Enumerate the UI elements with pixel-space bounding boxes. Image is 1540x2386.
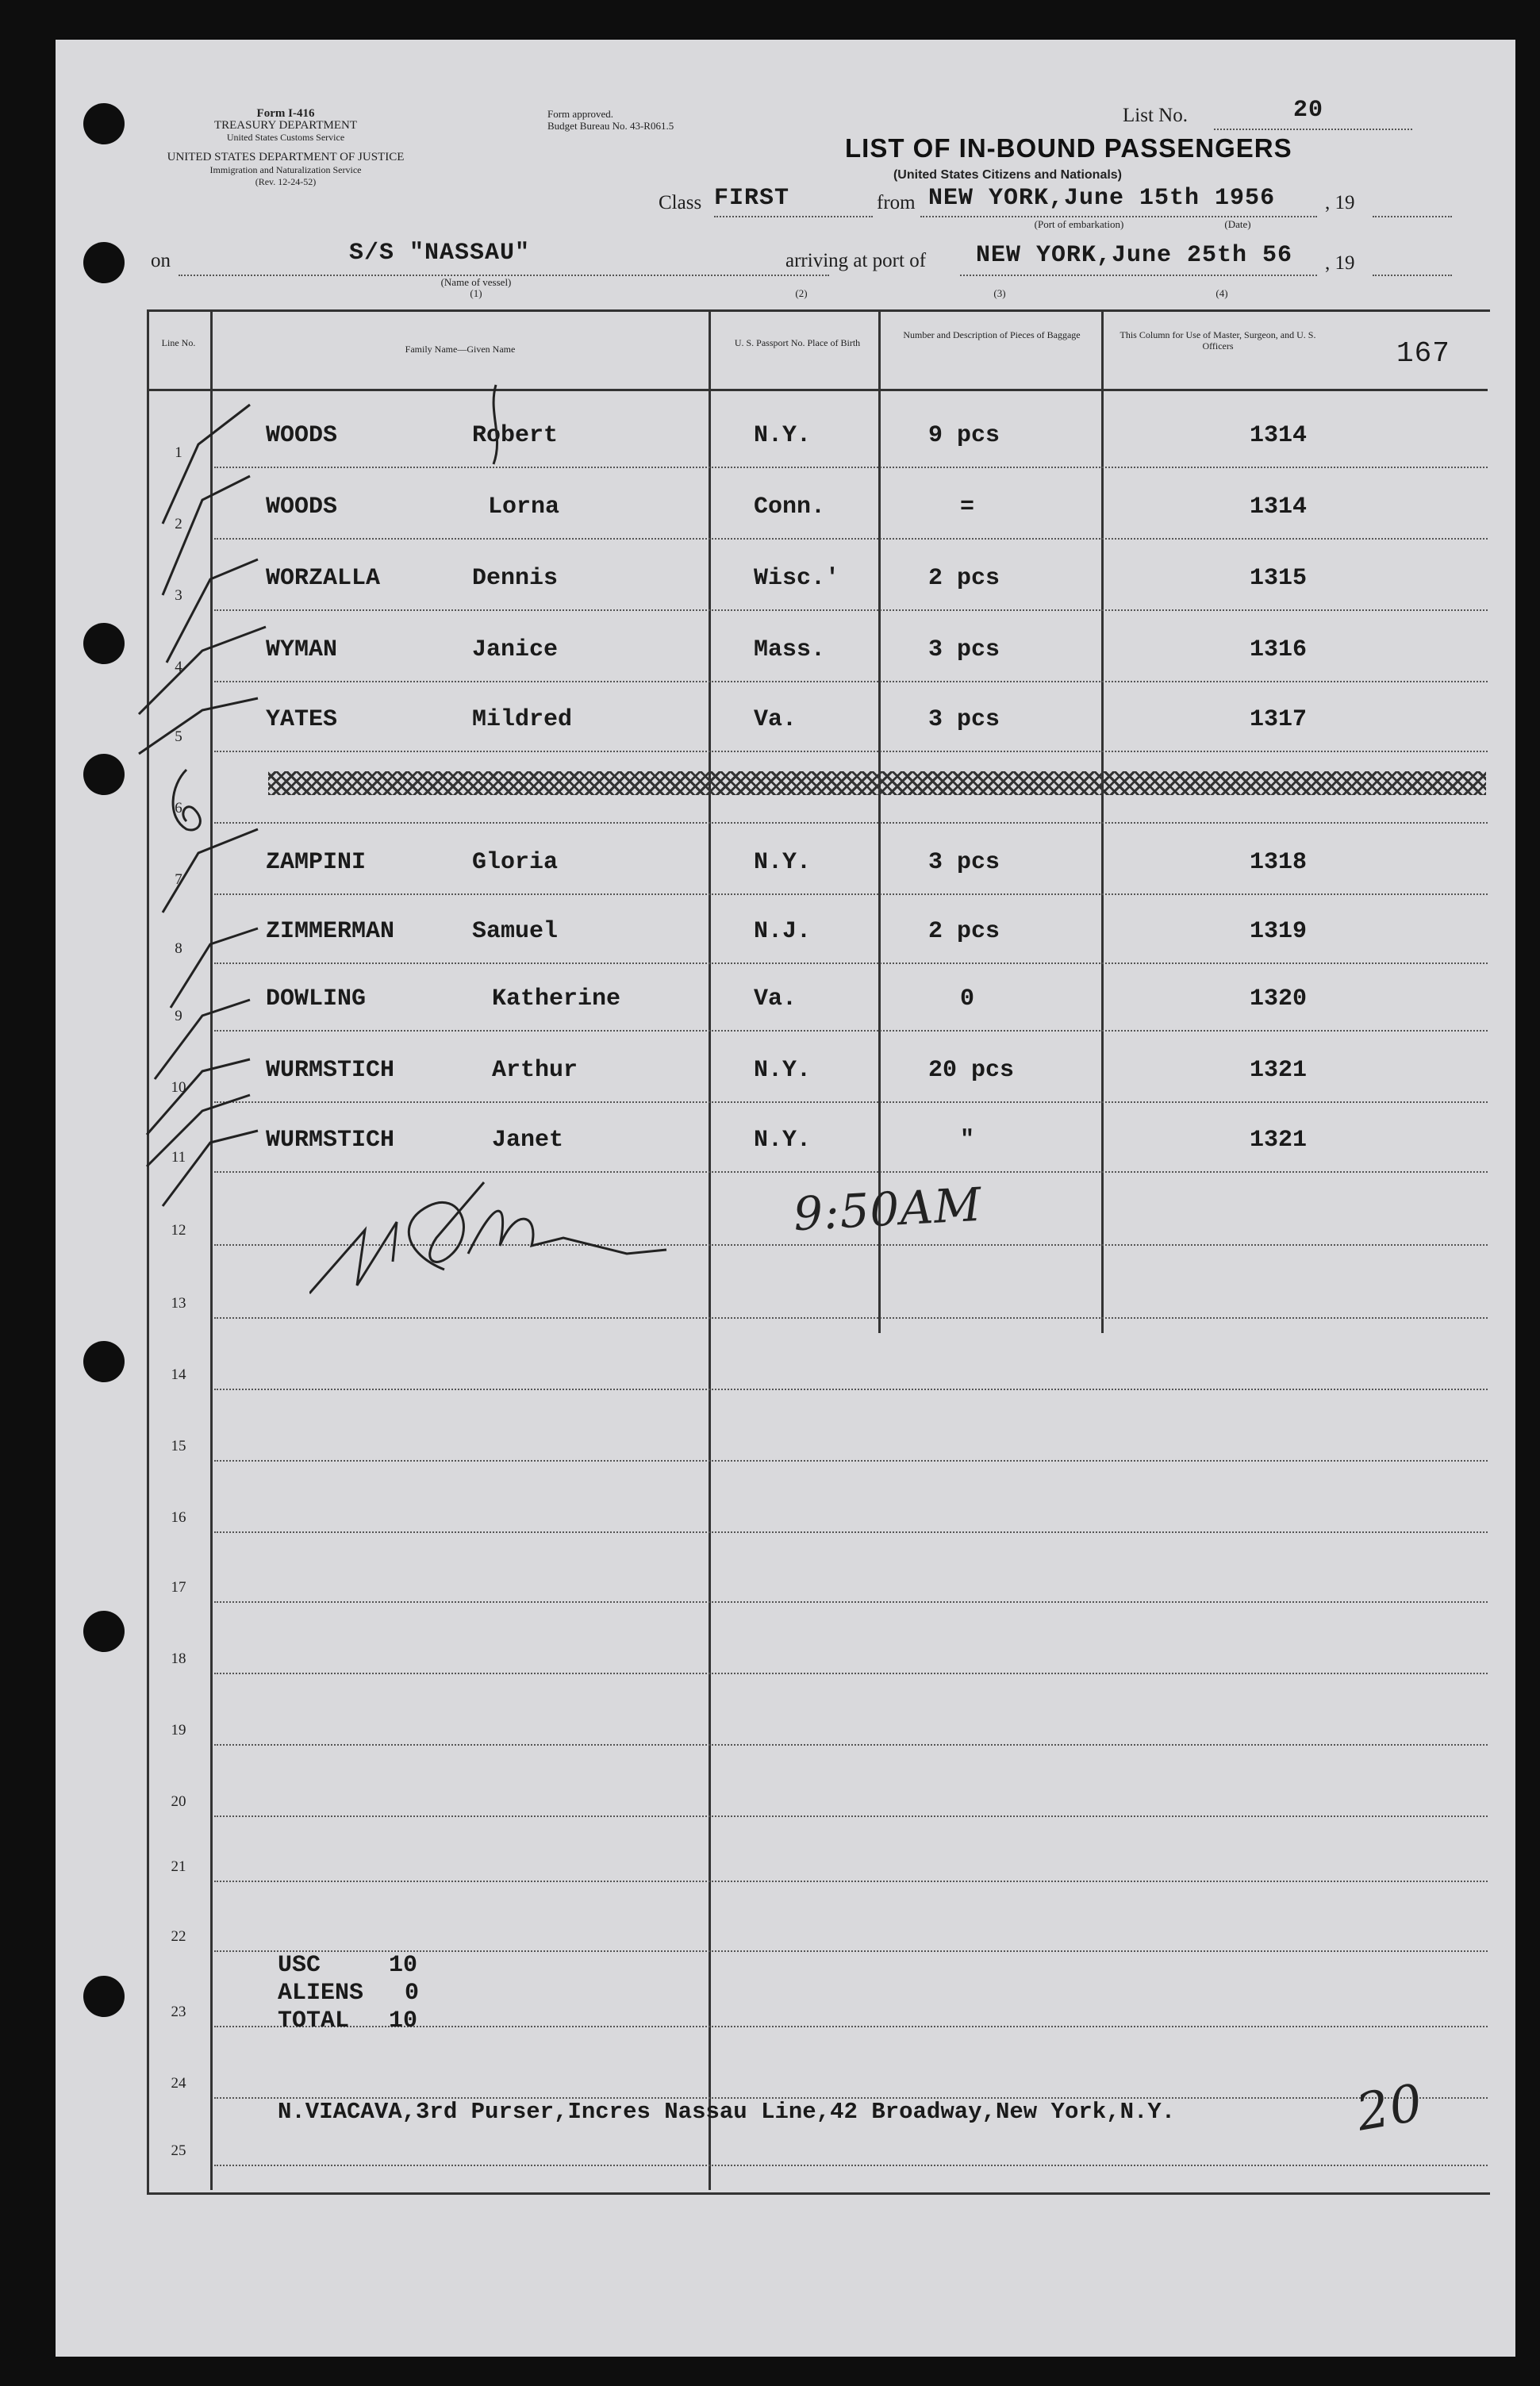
given-name-cell: Gloria xyxy=(472,849,559,876)
officer-cell: 1318 xyxy=(1250,849,1308,876)
usc-value: 10 xyxy=(389,1952,418,1979)
given-name-cell: Dennis xyxy=(472,565,559,592)
officer-cell: 1314 xyxy=(1250,494,1308,521)
usc-label: USC xyxy=(278,1952,321,1979)
row-divider xyxy=(214,2165,1488,2166)
col-header-passport: U. S. Passport No. Place of Birth xyxy=(734,337,861,348)
family-name-cell: WYMAN xyxy=(266,636,338,663)
family-name-cell: WOODS xyxy=(266,494,338,521)
justice-department: UNITED STATES DEPARTMENT OF JUSTICE xyxy=(167,151,405,163)
port-caption: (Port of embarkation) xyxy=(1034,218,1124,230)
given-name-cell: Lorna xyxy=(488,494,560,521)
officer-cell: 1319 xyxy=(1250,918,1308,945)
family-name-cell: WURMSTICH xyxy=(266,1057,395,1084)
birthplace-cell: Mass. xyxy=(754,636,826,663)
given-name-cell: Janet xyxy=(492,1127,564,1154)
officer-cell: 1314 xyxy=(1250,422,1308,449)
family-name-cell: WOODS xyxy=(266,422,338,449)
row-divider xyxy=(214,1389,1488,1390)
form-title: LIST OF IN-BOUND PASSENGERS xyxy=(845,133,1292,163)
birthplace-cell: Va. xyxy=(754,986,797,1012)
binder-hole xyxy=(83,1976,125,2017)
line-number: 10 xyxy=(171,1079,186,1096)
line-number: 18 xyxy=(171,1650,186,1667)
row-divider xyxy=(214,1531,1488,1533)
baggage-cell: 3 pcs xyxy=(928,849,1000,876)
baggage-cell: 2 pcs xyxy=(928,565,1000,592)
row-divider xyxy=(214,467,1488,468)
col-header-line: Line No. xyxy=(161,337,196,348)
form-subtitle: (United States Citizens and Nationals) xyxy=(893,168,1123,182)
officer-cell: 1321 xyxy=(1250,1057,1308,1084)
from-label: from xyxy=(877,192,916,213)
handwritten-initials xyxy=(309,1135,865,1341)
line-number: 5 xyxy=(175,728,182,745)
arriving-year-suffix: , 19 xyxy=(1325,252,1355,274)
baggage-cell: 2 pcs xyxy=(928,918,1000,945)
class-value: FIRST xyxy=(714,185,790,212)
col-header-officers: This Column for Use of Master, Surgeon, and U. S. Officers xyxy=(1119,329,1316,352)
revision-date: (Rev. 12-24-52) xyxy=(255,176,317,187)
row-divider xyxy=(214,538,1488,540)
row-divider xyxy=(214,751,1488,752)
column-divider xyxy=(1101,309,1104,1190)
family-name-cell: YATES xyxy=(266,706,338,733)
baggage-cell: 0 xyxy=(960,986,975,1012)
baggage-cell: 3 pcs xyxy=(928,706,1000,733)
birthplace-cell: N.Y. xyxy=(754,1057,812,1084)
purser-signature-line: N.VIACAVA,3rd Purser,Incres Nassau Line,42 Broadway,New York,N.Y. xyxy=(278,2099,1176,2125)
row-divider xyxy=(214,681,1488,682)
line-number: 23 xyxy=(171,2004,186,2020)
line-number: 8 xyxy=(175,940,182,957)
row-divider xyxy=(214,1030,1488,1032)
given-name-cell: Janice xyxy=(472,636,559,663)
column-ref-2: (2) xyxy=(795,287,808,299)
row-divider xyxy=(214,1673,1488,1674)
cancelled-entry-overstrike xyxy=(268,771,1486,795)
row-divider xyxy=(214,1744,1488,1746)
vessel-name: S/S "NASSAU" xyxy=(349,240,531,267)
form-number: Form I-416 xyxy=(256,107,315,120)
baggage-cell: 9 pcs xyxy=(928,422,1000,449)
list-no-label: List No. xyxy=(1123,105,1188,126)
row-divider xyxy=(214,609,1488,611)
immigration-service: Immigration and Naturalization Service xyxy=(209,164,362,175)
birthplace-cell: Conn. xyxy=(754,494,826,521)
row-divider xyxy=(214,1460,1488,1462)
list-no-line xyxy=(1214,129,1412,130)
line-number: 13 xyxy=(171,1295,186,1312)
line-number: 16 xyxy=(171,1509,186,1526)
family-name-cell: WURMSTICH xyxy=(266,1127,395,1154)
line-number: 9 xyxy=(175,1008,182,1024)
list-no-value: 20 xyxy=(1293,97,1324,124)
line-number: 19 xyxy=(171,1722,186,1739)
form-approved: Form approved. xyxy=(547,108,614,120)
officer-cell: 1320 xyxy=(1250,986,1308,1012)
on-label: on xyxy=(151,250,171,271)
line-number: 12 xyxy=(171,1222,186,1239)
class-label: Class xyxy=(659,192,702,213)
family-name-cell: ZIMMERMAN xyxy=(266,918,395,945)
binder-hole xyxy=(83,754,125,795)
column-divider xyxy=(878,309,881,1190)
baggage-cell: = xyxy=(960,494,975,521)
total-label: TOTAL xyxy=(278,2008,350,2034)
officer-cell: 1316 xyxy=(1250,636,1308,663)
officer-cell: 1315 xyxy=(1250,565,1308,592)
officer-cell: 1321 xyxy=(1250,1127,1308,1154)
page-number: 167 xyxy=(1396,337,1450,370)
line-number: 24 xyxy=(171,2075,186,2092)
family-name-cell: WORZALLA xyxy=(266,565,381,592)
given-name-cell: Mildred xyxy=(472,706,573,733)
baggage-cell: 20 pcs xyxy=(928,1057,1015,1084)
from-year-line xyxy=(1373,216,1452,217)
birthplace-cell: N.Y. xyxy=(754,422,812,449)
line-number: 14 xyxy=(171,1366,186,1383)
treasury-department: TREASURY DEPARTMENT xyxy=(213,119,358,132)
corner-mark: 20 xyxy=(1352,2073,1428,2143)
line-number: 17 xyxy=(171,1579,186,1596)
given-name-cell: Arthur xyxy=(492,1057,578,1084)
column-ref-4: (4) xyxy=(1215,287,1228,299)
col-header-name: Family Name—Given Name xyxy=(405,344,516,355)
handwritten-bracket xyxy=(484,381,508,468)
binder-hole xyxy=(83,242,125,283)
aliens-value: 0 xyxy=(405,1980,420,2007)
column-ref-3: (3) xyxy=(993,287,1006,299)
birthplace-cell: Va. xyxy=(754,706,797,733)
budget-bureau: Budget Bureau No. 43-R061.5 xyxy=(547,120,674,132)
arriving-value: NEW YORK,June 25th 56 xyxy=(976,242,1293,269)
line-number: 15 xyxy=(171,1438,186,1454)
binder-hole xyxy=(83,623,125,664)
family-name-cell: DOWLING xyxy=(266,986,367,1012)
line-number: 11 xyxy=(171,1149,186,1166)
total-value: 10 xyxy=(389,2008,418,2034)
row-divider xyxy=(214,893,1488,895)
line-number: 3 xyxy=(175,587,182,604)
form-page xyxy=(56,40,1515,2357)
birthplace-cell: N.Y. xyxy=(754,1127,812,1154)
family-name-cell: ZAMPINI xyxy=(266,849,367,876)
line-number: 4 xyxy=(175,659,182,675)
birthplace-cell: N.Y. xyxy=(754,849,812,876)
row-divider xyxy=(214,1601,1488,1603)
line-number: 20 xyxy=(171,1793,186,1810)
arriving-year-line xyxy=(1373,275,1452,276)
row-divider xyxy=(214,822,1488,824)
from-value: NEW YORK,June 15th 1956 xyxy=(928,185,1276,212)
given-name-cell: Katherine xyxy=(492,986,621,1012)
row-divider xyxy=(214,1101,1488,1103)
given-name-cell: Samuel xyxy=(472,918,559,945)
vessel-caption: (Name of vessel) xyxy=(440,276,512,288)
from-year-suffix: , 19 xyxy=(1325,192,1355,213)
col-header-baggage: Number and Description of Pieces of Baggage xyxy=(903,329,1081,340)
row-divider xyxy=(214,1815,1488,1817)
header-divider xyxy=(147,389,1488,391)
aliens-label: ALIENS xyxy=(278,1980,364,2007)
line-number: 2 xyxy=(175,516,182,532)
officer-cell: 1317 xyxy=(1250,706,1308,733)
handwritten-time: 9:50AM xyxy=(792,1177,984,1242)
class-line xyxy=(714,216,873,217)
line-number: 25 xyxy=(171,2142,186,2159)
binder-hole xyxy=(83,1341,125,1382)
from-line xyxy=(920,216,1317,217)
date-caption: (Date) xyxy=(1224,218,1251,230)
baggage-cell: 3 pcs xyxy=(928,636,1000,663)
handwritten-check-marks xyxy=(131,389,305,1214)
row-divider xyxy=(214,1881,1488,1882)
binder-hole xyxy=(83,103,125,144)
line-number: 6 xyxy=(175,800,182,816)
birthplace-cell: N.J. xyxy=(754,918,812,945)
binder-hole xyxy=(83,1611,125,1652)
vessel-caption-number: (1) xyxy=(470,287,482,299)
line-number: 7 xyxy=(175,871,182,888)
row-divider xyxy=(214,962,1488,964)
given-name-cell: Robert xyxy=(472,422,559,449)
arriving-label: arriving at port of xyxy=(785,250,927,271)
line-number: 21 xyxy=(171,1858,186,1875)
column-divider xyxy=(1101,1190,1104,1333)
line-number: 1 xyxy=(175,444,182,461)
customs-service: United States Customs Service xyxy=(226,132,345,143)
line-number: 22 xyxy=(171,1928,186,1945)
birthplace-cell: Wisc.' xyxy=(754,565,840,592)
arriving-line xyxy=(960,275,1317,276)
baggage-cell: " xyxy=(960,1127,975,1154)
